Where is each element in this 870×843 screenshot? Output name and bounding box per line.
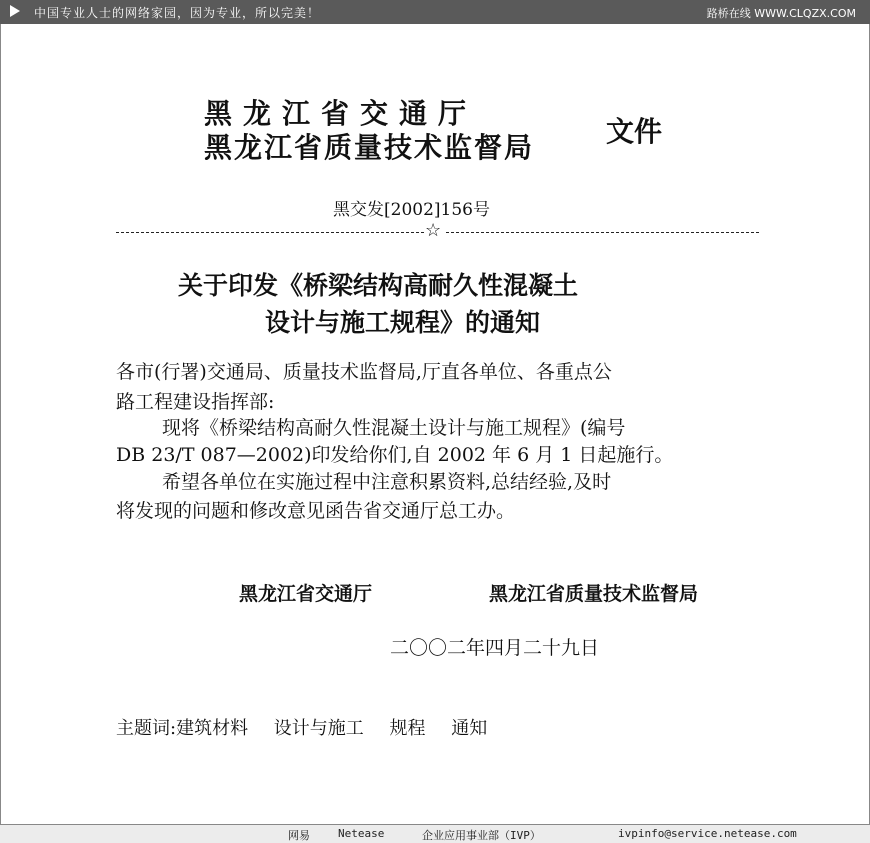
issuer-line-2: 黑龙江省质量技术监督局 [204, 131, 535, 164]
signatory-quality-bureau: 黑龙江省质量技术监督局 [489, 583, 699, 605]
body-line: 希望各单位在实施过程中注意积累资料,总结经验,及时 [162, 471, 612, 493]
star-icon: ☆ [425, 220, 442, 241]
play-arrow-icon [10, 5, 20, 17]
site-link[interactable]: 路桥在线 WWW.CLQZX.COM [706, 7, 856, 20]
issuer-line-1: 黑龙江省交通厅 [204, 97, 478, 130]
body-line: 各市(行署)交通局、质量技术监督局,厅直各单位、各重点公 [116, 361, 612, 383]
footer-company: 网易 [288, 829, 310, 842]
document-type: 文件 [606, 115, 663, 148]
body-line: 现将《桥梁结构高耐久性混凝土设计与施工规程》(编号 [162, 417, 626, 439]
site-slogan: 中国专业人士的网络家园，因为专业，所以完美！ [34, 6, 321, 20]
site-header-bar [0, 0, 870, 24]
document-title-line-2: 设计与施工规程》的通知 [265, 308, 541, 337]
page-footer [0, 824, 870, 843]
document-title-line-1: 关于印发《桥梁结构高耐久性混凝土 [178, 271, 579, 300]
body-line: 路工程建设指挥部: [116, 391, 275, 413]
issue-date: 二〇〇二年四月二十九日 [390, 637, 600, 659]
signatory-transport-dept: 黑龙江省交通厅 [239, 583, 373, 605]
body-line: 将发现的问题和修改意见函告省交通厅总工办。 [116, 500, 516, 522]
divider-left [116, 232, 424, 233]
body-line: DB 23/T 087—2002)印发给你们,自 2002 年 6 月 1 日起施行。 [116, 444, 674, 466]
footer-brand: Netease [338, 827, 385, 840]
footer-dept: 企业应用事业部（IVP） [422, 829, 541, 842]
subject-keywords: 主题词:建筑材料 设计与施工 规程 通知 [116, 718, 488, 739]
footer-email[interactable]: ivpinfo@service.netease.com [618, 827, 797, 840]
divider-right [446, 232, 759, 233]
document-number: 黑交发[2002]156号 [333, 200, 490, 220]
